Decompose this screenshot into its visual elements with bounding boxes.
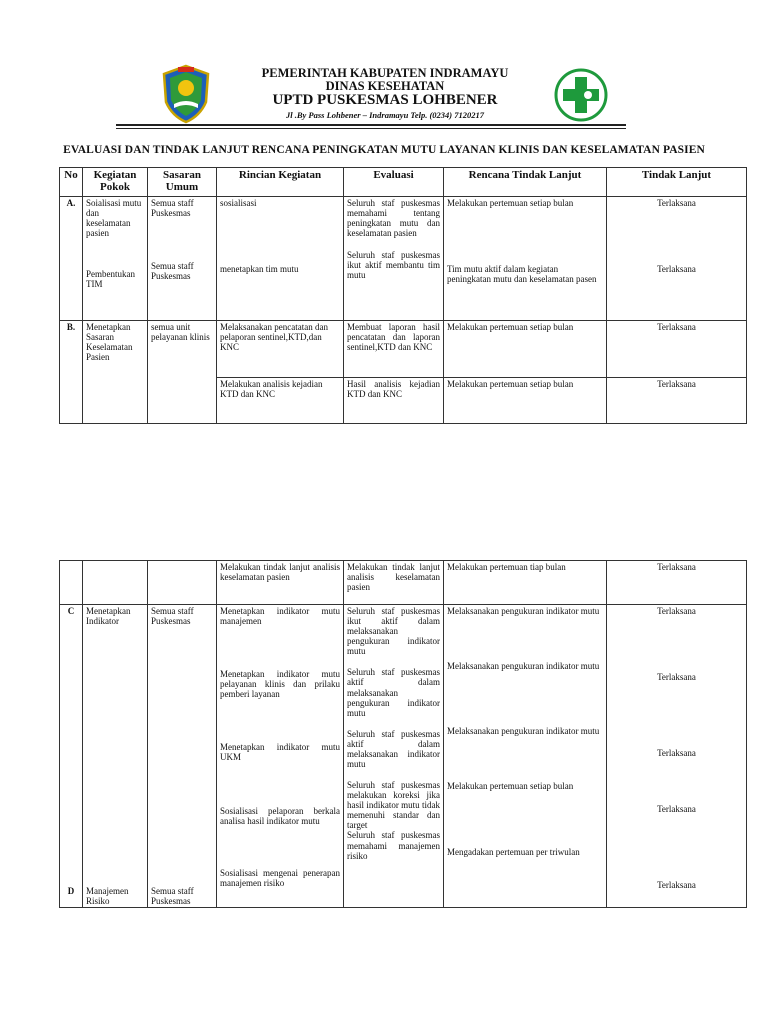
tindak-lanjut-text: Terlaksana (657, 880, 696, 891)
row-number-text: B. (66, 322, 76, 332)
empty-cell (60, 561, 83, 605)
rencana-cell: Melakukan pertemuan setiap bulan (444, 321, 607, 378)
tindak-lanjut-cell (607, 197, 747, 321)
spacer (447, 736, 603, 781)
spacer (347, 718, 440, 729)
sasaran-text: Semua staff Puskesmas (151, 606, 194, 627)
evaluasi-cell: Membuat laporan hasil pencatatan dan laporan sentinel,KTD dan KNC (344, 321, 444, 378)
evaluasi-text: Seluruh staf puskesmas ikut aktif dalam melaksanakan pengukuran indikator mutu (347, 606, 440, 657)
institution-address: Jl .By Pass Lohbener – Indramayu Telp. (0234) 7120217 (285, 110, 485, 120)
rincian-cell: Melakukan analisis kejadian KTD dan KNC (217, 378, 344, 424)
spacer (86, 238, 144, 269)
tindak-lanjut-cell: Terlaksana (607, 378, 747, 424)
rencana-text: Mengadakan pertemuan per triwulan (447, 847, 580, 858)
sasaran-text: Semua staff Puskesmas (151, 198, 194, 219)
spacer (347, 238, 440, 250)
spacer (63, 616, 79, 886)
rencana-cell: Melakukan pertemuan setiap bulan (444, 378, 607, 424)
table-row (60, 197, 747, 321)
rencana-text: Melaksanakan pengukuran indikator mutu (447, 661, 600, 672)
spacer (220, 826, 340, 868)
rencana-cell (444, 605, 607, 908)
kegiatan-text: Soialisasi mutu dan keselamatan pasien (86, 198, 142, 239)
tindak-lanjut-text: Terlaksana (657, 264, 696, 275)
spacer (151, 626, 213, 886)
spacer (220, 699, 340, 742)
row-number (60, 321, 83, 424)
evaluation-table-2 (59, 560, 747, 908)
rencana-text: Melakukan pertemuan setiap bulan (447, 781, 574, 792)
row-number-text: C (67, 606, 75, 616)
empty-cell (148, 561, 217, 605)
sasaran-cell: semua unit pelayanan klinis (148, 321, 217, 424)
sasaran-cell (148, 197, 217, 321)
header-kegiatan-pokok: Kegiatan Pokok (83, 168, 148, 197)
evaluasi-cell: Hasil analisis kejadian KTD dan KNC (344, 378, 444, 424)
spacer (347, 769, 440, 780)
letterhead (0, 58, 768, 130)
spacer (86, 626, 144, 886)
spacer (610, 208, 743, 264)
letterhead-rule-thin (116, 128, 626, 129)
spacer (447, 671, 603, 726)
rencana-text: Tim mutu aktif dalam kegiatan peningkatan mutu dan keselamatan pasen (447, 264, 597, 285)
empty-cell (83, 561, 148, 605)
sasaran-text: Semua staff Puskesmas (151, 886, 194, 907)
spacer (447, 208, 603, 264)
department-name: DINAS KESEHATAN (325, 79, 445, 93)
row-number (60, 197, 83, 321)
spacer (220, 763, 340, 806)
rincian-cell: Melakukan tindak lanjut analisis keselamatan pasien (217, 561, 344, 605)
spacer (447, 791, 603, 847)
rincian-text: Sosialisasi mengenai penerapan manajemen risiko (220, 867, 340, 888)
evaluasi-text: Seluruh staf puskesmas memahami manajemen risiko (347, 830, 440, 861)
spacer (447, 616, 603, 661)
spacer (220, 626, 340, 669)
tindak-lanjut-text: Terlaksana (657, 606, 696, 616)
tindak-lanjut-cell: Terlaksana (607, 321, 747, 378)
table-row (60, 561, 747, 605)
kegiatan-text: Manajemen Risiko (86, 886, 129, 907)
rincian-cell: Melaksanakan pencatatan dan pelaporan sentinel,KTD,dan KNC (217, 321, 344, 378)
spacer (220, 208, 340, 264)
kegiatan-cell: Menetapkan Sasaran Keselamatan Pasien (83, 321, 148, 424)
row-number-text: A. (66, 198, 76, 208)
rincian-text: menetapkan tim mutu (220, 264, 299, 275)
evaluasi-cell: Melakukan tindak lanjut analisis keselamatan pasien (344, 561, 444, 605)
row-number (60, 605, 83, 908)
rencana-text: Melakukan pertemuan setiap bulan (447, 198, 574, 208)
sasaran-text: Semua staff Puskesmas (151, 261, 194, 282)
evaluation-table-1 (59, 167, 747, 424)
government-name: PEMERINTAH KABUPATEN INDRAMAYU (261, 66, 509, 80)
kegiatan-text: Menetapkan Indikator (86, 606, 131, 627)
tindak-lanjut-text: Terlaksana (657, 804, 696, 815)
rencana-text: Melaksanakan pengukuran indikator mutu (447, 726, 600, 737)
kegiatan-cell (83, 605, 148, 908)
rincian-text: Menetapkan indikator mutu manajemen (220, 606, 340, 627)
evaluasi-cell (344, 605, 444, 908)
rencana-cell (444, 197, 607, 321)
evaluasi-text: Seluruh staf puskesmas memahami tentang peningkatan mutu dan keselamatan pasien (347, 198, 440, 239)
header-evaluasi: Evaluasi (344, 168, 444, 197)
tindak-lanjut-text: Terlaksana (657, 198, 696, 208)
row-number-text: D (67, 886, 75, 897)
table-row (60, 321, 747, 378)
spacer (151, 218, 213, 261)
spacer (347, 656, 440, 667)
rincian-cell (217, 197, 344, 321)
tindak-lanjut-text: Terlaksana (657, 672, 696, 683)
rincian-text: sosialisasi (220, 198, 257, 208)
spacer (610, 814, 743, 880)
tindak-lanjut-cell (607, 605, 747, 908)
rencana-cell: Melakukan pertemuan tiap bulan (444, 561, 607, 605)
header-rincian-kegiatan: Rincian Kegiatan (217, 168, 344, 197)
letterhead-rule-thick (116, 124, 626, 126)
kabupaten-emblem-icon (160, 64, 212, 124)
document-title: EVALUASI DAN TINDAK LANJUT RENCANA PENINGKATAN MUTU LAYANAN KLINIS DAN KESELAMATAN PASIEN (63, 144, 705, 156)
rincian-text: Sosialisasi pelaporan berkala analisa hasil indikator mutu (220, 805, 340, 826)
tindak-lanjut-text: Terlaksana (657, 748, 696, 759)
spacer (610, 682, 743, 748)
table-header-row (60, 168, 747, 197)
header-tindak-lanjut: Tindak Lanjut (607, 168, 747, 197)
rencana-text: Melaksanakan pengukuran indikator mutu (447, 606, 600, 616)
header-rencana-tindak-lanjut: Rencana Tindak Lanjut (444, 168, 607, 197)
evaluasi-text: Seluruh staf puskesmas melakukan koreksi jika hasil indikator mutu tidak memenuhi standar dan target (347, 780, 440, 831)
tindak-lanjut-cell: Terlaksana (607, 561, 747, 605)
puskesmas-logo-icon (554, 68, 608, 122)
institution-name: UPTD PUSKESMAS LOHBENER (272, 92, 498, 108)
header-no: No (60, 168, 83, 197)
evaluasi-text: Seluruh staf puskesmas ikut aktif membantu tim mutu (347, 250, 440, 281)
spacer (610, 616, 743, 672)
evaluasi-text: Seluruh staf puskesmas aktif dalam melaksanakan pengukuran indikator mutu (347, 667, 440, 718)
table-row (60, 605, 747, 908)
header-sasaran-umum: Sasaran Umum (148, 168, 217, 197)
kegiatan-cell (83, 197, 148, 321)
evaluasi-text: Seluruh staf puskesmas aktif dalam melaksanakan indikator mutu (347, 728, 440, 770)
evaluasi-cell (344, 197, 444, 321)
sasaran-cell (148, 605, 217, 908)
kegiatan-text: Pembentukan TIM (86, 269, 135, 290)
rincian-text: Menetapkan indikator mutu pelayanan klinis dan prilaku pemberi layanan (220, 669, 340, 700)
spacer (610, 758, 743, 804)
rincian-text: Menetapkan indikator mutu UKM (220, 742, 340, 763)
rincian-cell (217, 605, 344, 908)
